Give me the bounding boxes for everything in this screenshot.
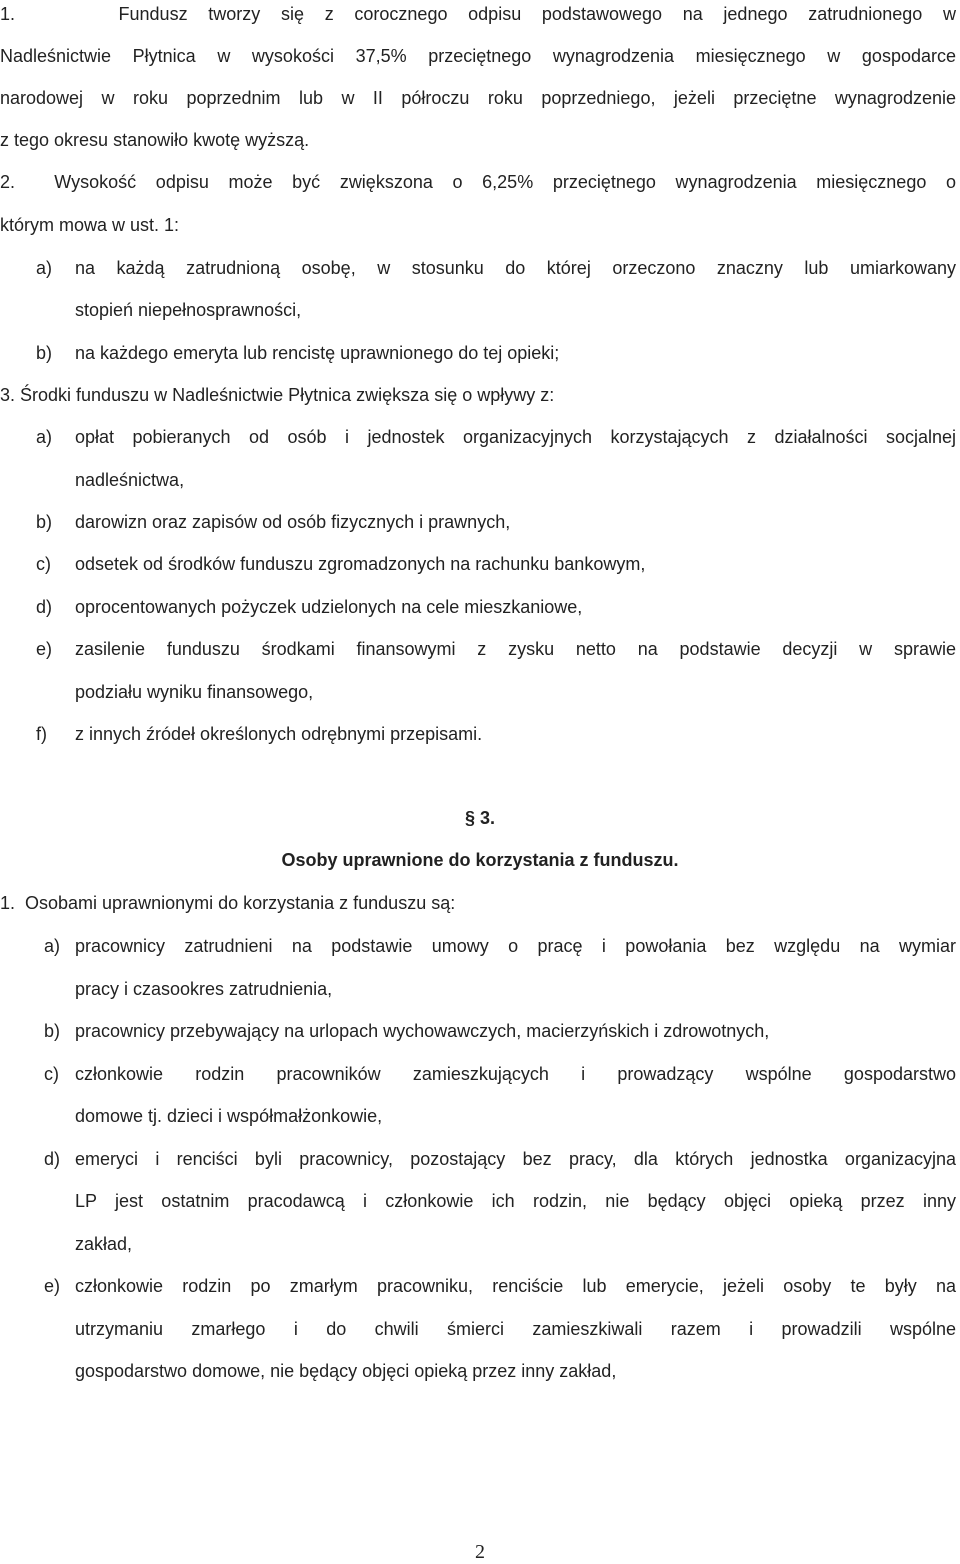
list-item-3a-line-2: nadleśnictwa, [75, 470, 185, 490]
list-item-s1d-line-3: zakład, [75, 1234, 133, 1254]
list-label-s1c: c) [44, 1064, 59, 1084]
list-label-3d: d) [36, 597, 53, 617]
list-label-3a: a) [36, 427, 53, 447]
list-item-3e-line-2: podziału wyniku finansowego, [75, 682, 314, 702]
paragraph-2-line-2: którym mowa w ust. 1: [0, 215, 180, 235]
list-item-s1c-line-1: członkowie rodzin pracowników zamieszkujących i prowadzący wspólne gospodarstwo [75, 1064, 956, 1084]
list-label-s1d: d) [44, 1149, 61, 1169]
paragraph-2-line-1: 2. Wysokość odpisu może być zwiększona o 6,25% przeciętnego wynagrodzenia miesięcznego o [0, 172, 956, 192]
list-label-3c: c) [36, 554, 51, 574]
paragraph-1-line-3: narodowej w roku poprzednim lub w II półroczu roku poprzedniego, jeżeli przeciętne wynagrodzenie [0, 88, 956, 108]
list-item-s1a-line-2: pracy i czasookres zatrudnienia, [75, 979, 333, 999]
list-item-s1c-line-2: domowe tj. dzieci i współmałżonkowie, [75, 1106, 383, 1126]
paragraph-1-line-4: z tego okresu stanowiło kwotę wyższą. [0, 130, 310, 150]
list-item-s1b-line-1: pracownicy przebywający na urlopach wychowawczych, macierzyńskich i zdrowotnych, [75, 1021, 770, 1041]
page-number: 2 [475, 1541, 485, 1563]
paragraph-1-line-1: 1. Fundusz tworzy się z corocznego odpisu podstawowego na jednego zatrudnionego w [0, 4, 956, 24]
section-paragraph-1-line-1: 1. Osobami uprawnionymi do korzystania z funduszu są: [0, 893, 456, 913]
section-title: Osoby uprawnione do korzystania z funduszu. [281, 850, 679, 870]
list-item-s1a-line-1: pracownicy zatrudnieni na podstawie umowy o pracę i powołania bez względu na wymiar [75, 936, 956, 956]
list-item-3f-line-1: z innych źródeł określonych odrębnymi przepisami. [75, 724, 483, 744]
list-item-3b-line-1: darowizn oraz zapisów od osób fizycznych i prawnych, [75, 512, 511, 532]
list-label-2a: a) [36, 258, 53, 278]
list-item-3d-line-1: oprocentowanych pożyczek udzielonych na cele mieszkaniowe, [75, 597, 583, 617]
list-label-s1e: e) [44, 1276, 61, 1296]
list-item-s1d-line-2: LP jest ostatnim pracodawcą i członkowie ich rodzin, nie będący objęci opieką przez inny [75, 1191, 956, 1211]
paragraph-3-line-1: 3. Środki funduszu w Nadleśnictwie Płytnica zwiększa się o wpływy z: [0, 385, 555, 405]
list-label-3b: b) [36, 512, 53, 532]
list-item-s1e-line-3: gospodarstwo domowe, nie będący objęci opieką przez inny zakład, [75, 1361, 617, 1381]
list-item-s1e-line-2: utrzymaniu zmarłego i do chwili śmierci zamieszkiwali razem i prowadzili wspólne [75, 1319, 956, 1339]
list-item-s1e-line-1: członkowie rodzin po zmarłym pracowniku, renciście lub emerycie, jeżeli osoby te były na [75, 1276, 956, 1296]
list-item-3c-line-1: odsetek od środków funduszu zgromadzonych na rachunku bankowym, [75, 554, 646, 574]
list-label-3e: e) [36, 639, 53, 659]
list-item-3a-line-1: opłat pobieranych od osób i jednostek organizacyjnych korzystających z działalności socjalnej [75, 427, 956, 447]
list-item-s1d-line-1: emeryci i renciści byli pracownicy, pozostający bez pracy, dla których jednostka organizacyjna [75, 1149, 956, 1169]
list-item-2a-line-1: na każdą zatrudnioną osobę, w stosunku do której orzeczono znaczny lub umiarkowany [75, 258, 956, 278]
section-number: § 3. [464, 808, 496, 828]
list-label-3f: f) [36, 724, 47, 744]
list-label-2b: b) [36, 343, 53, 363]
list-label-s1a: a) [44, 936, 61, 956]
list-label-s1b: b) [44, 1021, 61, 1041]
list-item-2b-line-1: na każdego emeryta lub rencistę uprawnionego do tej opieki; [75, 343, 560, 363]
list-item-3e-line-1: zasilenie funduszu środkami finansowymi z zysku netto na podstawie decyzji w sprawie [75, 639, 956, 659]
paragraph-1-line-2: Nadleśnictwie Płytnica w wysokości 37,5% przeciętnego wynagrodzenia miesięcznego w gospodarce [0, 46, 956, 66]
list-item-2a-line-2: stopień niepełnosprawności, [75, 300, 302, 320]
